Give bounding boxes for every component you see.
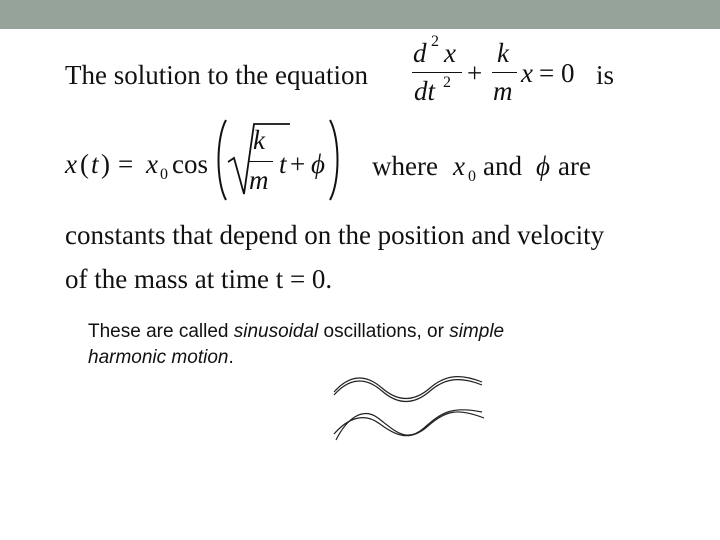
intro-text: The solution to the equation	[65, 60, 368, 90]
sol-fraction-bar	[249, 161, 273, 162]
eq-x: x	[444, 38, 456, 68]
eq-dt-sup: 2	[443, 74, 451, 91]
sol-cos: cos	[172, 149, 208, 179]
where-text: where	[372, 151, 438, 181]
sol-plus: +	[290, 149, 306, 179]
sol-t: t	[91, 149, 99, 179]
sol-x: x	[65, 149, 77, 179]
eq-d-sup: 2	[431, 33, 439, 50]
and-text: and	[483, 151, 522, 181]
eq-d: d	[413, 38, 427, 68]
eq-m: m	[493, 76, 513, 106]
caption-mid: oscillations, or	[318, 321, 450, 342]
caption-pre: These are called	[88, 321, 234, 342]
sol-t2: t	[279, 149, 287, 179]
where-phi: ϕ	[536, 151, 550, 181]
where-x0: x	[453, 151, 465, 181]
sol-paren-open: (	[80, 149, 89, 179]
sol-k: k	[253, 125, 265, 155]
sol-x0: x	[146, 149, 158, 179]
caption-sinusoidal: sinusoidal	[233, 321, 319, 342]
where-x0-sub: 0	[468, 168, 476, 185]
sol-m: m	[249, 165, 269, 195]
caption-simple: simple	[449, 321, 505, 342]
eq-plus: +	[467, 58, 483, 88]
eq-x2: x	[521, 58, 533, 88]
caption-end: .	[228, 347, 234, 368]
sol-phi: ϕ	[311, 149, 325, 179]
caption-harmonic-motion: harmonic motion	[88, 347, 229, 368]
sine-wave-illustration	[330, 370, 490, 450]
body-line-3: constants that depend on the position and velocity	[65, 220, 605, 250]
slide-header-bar	[0, 0, 720, 29]
body-line-4: of the mass at time t = 0.	[65, 264, 333, 294]
sol-x0-sub: 0	[160, 166, 168, 183]
eq-k: k	[497, 38, 509, 68]
sol-equals: =	[118, 149, 134, 179]
caption	[88, 319, 504, 371]
sol-paren-close: )	[101, 149, 110, 179]
fraction-bar-2	[492, 72, 517, 73]
eq-equals-zero: = 0	[539, 58, 575, 88]
fraction-bar-1	[412, 72, 462, 73]
are-text: are	[558, 151, 591, 181]
is-text: is	[596, 60, 615, 90]
eq-dt: dt	[414, 76, 436, 106]
